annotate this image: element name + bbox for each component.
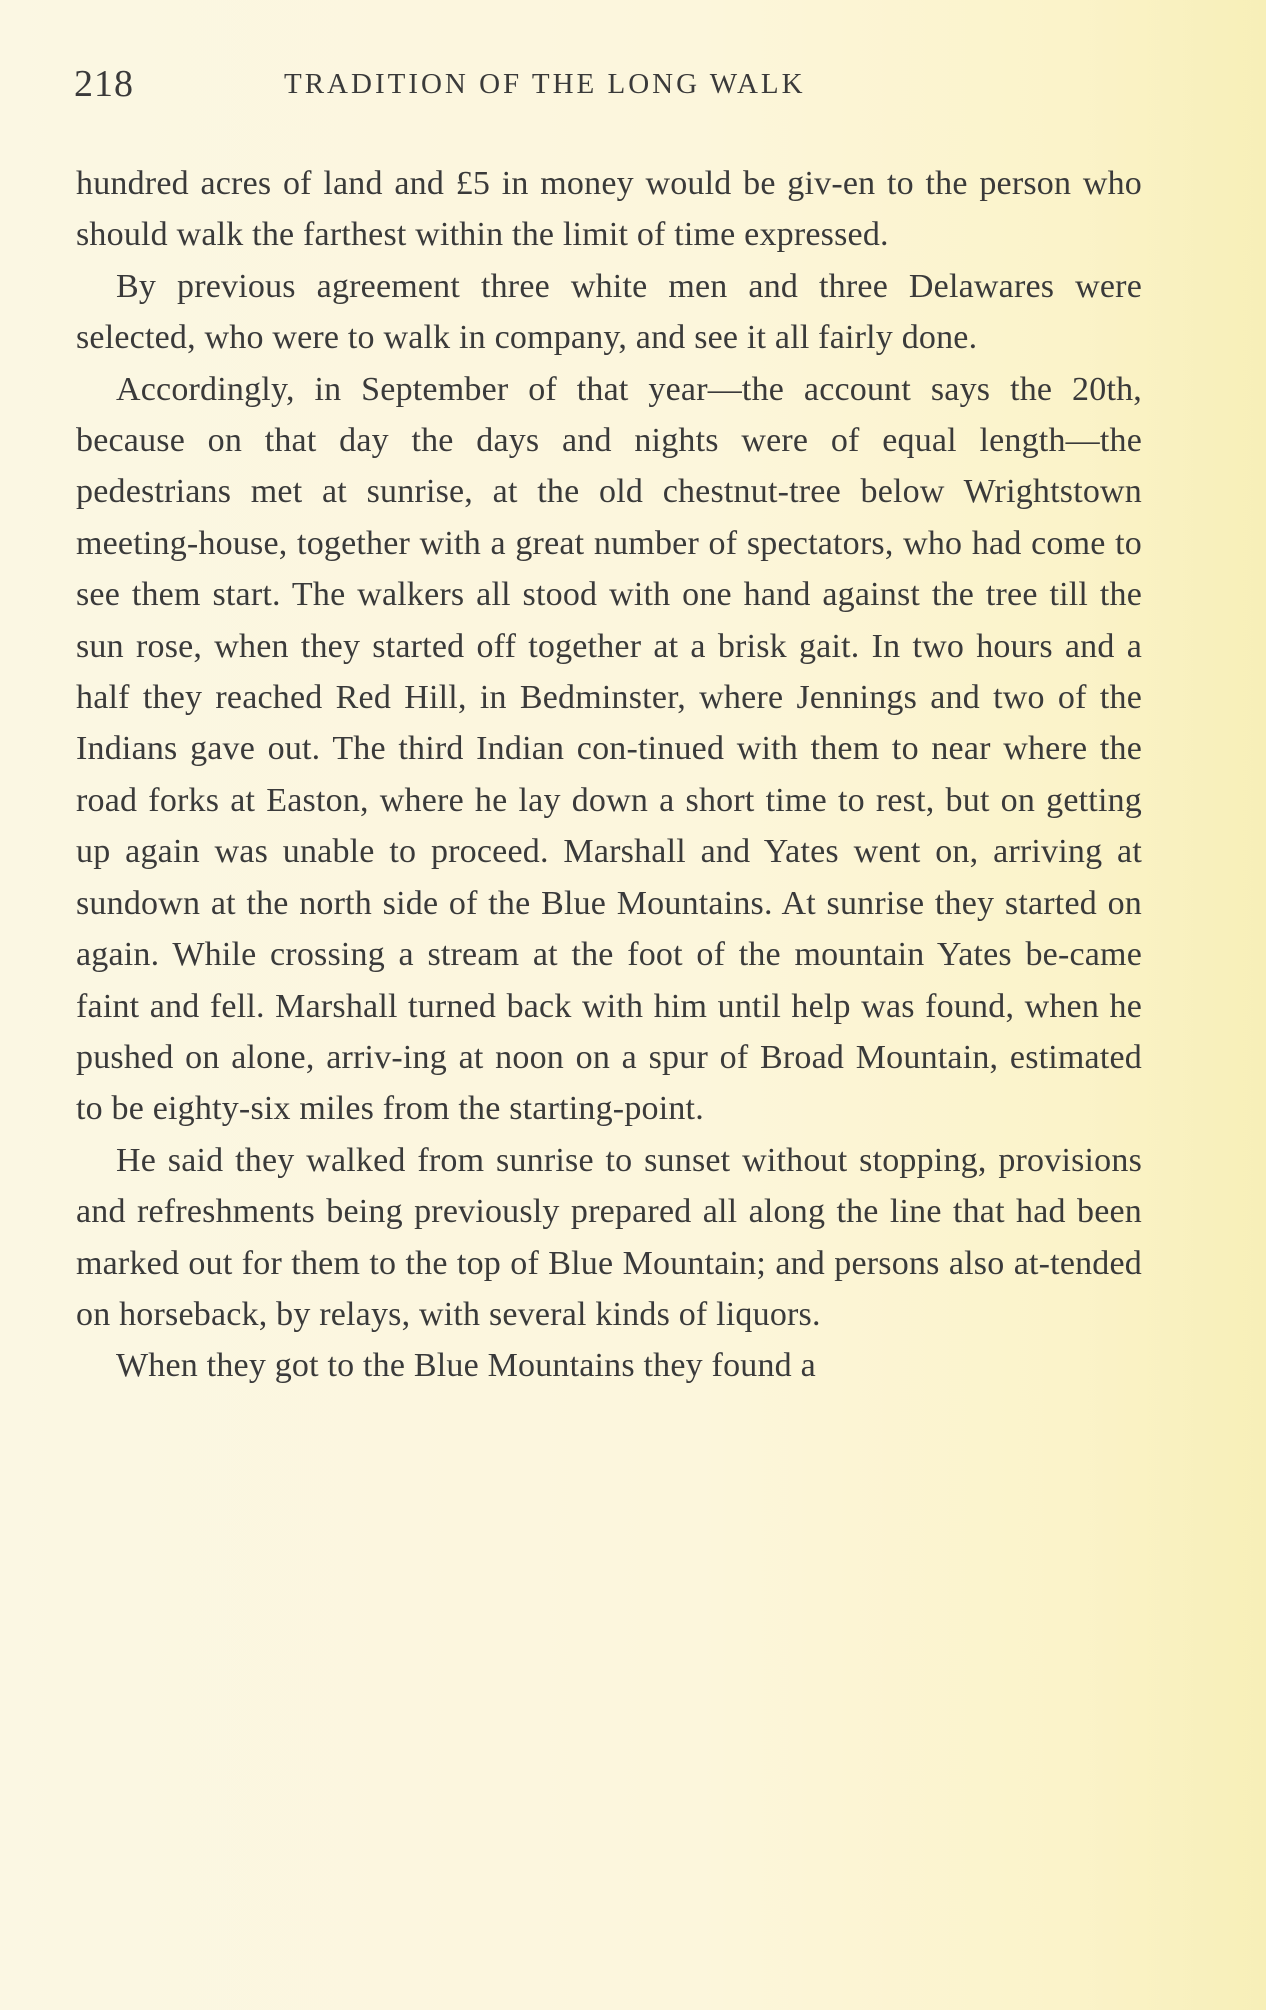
paragraph-agreement: By previous agreement three white men and three Delawares were selected, who were to walk in company, and see it all fairly done.: [76, 267, 1142, 357]
paragraph-walk-account: Accordingly, in September of that year—the account says the 20th, because on that day the days and nights were of equal length—the pedestrians met at sunrise, at the old chestnut-tree below Wrightstown meeting-house, together with a great number of spectators, who had come to see them start. The walkers all stood with one hand against the tree till the sun rose, when they started off together at a brisk gait. In two hours and a half they reached Red Hill, in Bedminster, where Jennings and two of the Indians gave out. The third Indian con-tinued with them to near where the road forks at Easton, where he lay down a short time to rest, but on getting up again was unable to proceed. Marshall and Yates went on, arriving at sundown at the north side of the Blue Mountains. At sunrise they started on again. While crossing a stream at the foot of the mountain Yates be-came faint and fell. Marshall turned back with him until help was found, when he pushed on alone, arriv-ing at noon on a spur of Broad Mountain, estimated to be eighty-six miles from the starting-point.: [76, 370, 1142, 1128]
body-text: [76, 158, 1142, 1392]
paragraph-blue-mountains: When they got to the Blue Mountains they found a: [116, 1347, 816, 1385]
running-title: TRADITION OF THE LONG WALK: [284, 68, 806, 100]
paragraph-continuation: hundred acres of land and £5 in money would be giv-en to the person who should walk the farthest within the limit of time expressed.: [76, 165, 1142, 254]
page-number: 218: [74, 63, 134, 105]
running-head: [74, 62, 1144, 114]
paragraph-provisions: He said they walked from sunrise to sunset without stopping, provisions and refreshments being previously prepared all along the line that had been marked out for them to the top of Blue Mountain; and persons also at-tended on horseback, by relays, with several kinds of liquors.: [76, 1141, 1142, 1333]
